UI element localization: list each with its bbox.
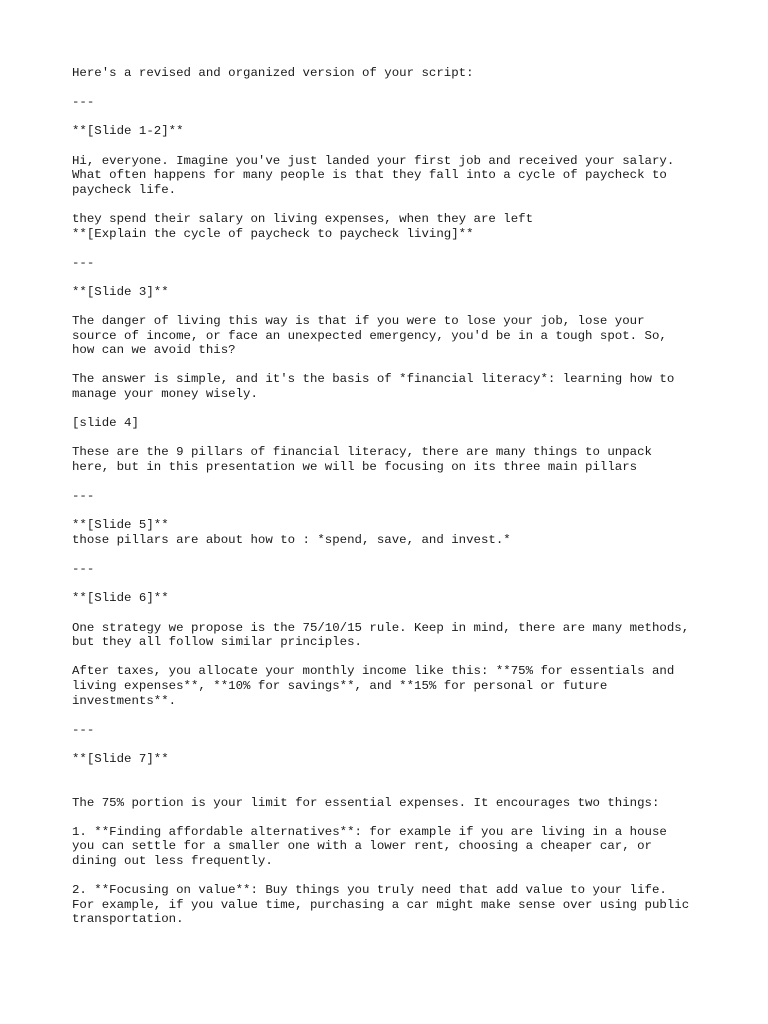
text-line: Here's a revised and organized version of your script:	[72, 66, 474, 80]
text-line: you can settle for a smaller one with a lower rent, choosing a cheaper car, or	[72, 839, 652, 854]
text-line: After taxes, you allocate your monthly income like this: **75% for essentials and	[72, 664, 675, 679]
text-line: **[Slide 6]**	[72, 591, 169, 606]
blank-line	[72, 548, 712, 563]
text-line: The answer is simple, and it's the basis of *financial literacy*: learning how to	[72, 372, 675, 387]
text-line: source of income, or face an unexpected emergency, you'd be in a tough spot. So,	[72, 328, 667, 343]
blank-line	[72, 81, 712, 96]
blank-line	[72, 708, 712, 723]
document-body	[72, 66, 712, 927]
text-line: **[Explain the cycle of paycheck to paycheck living]**	[72, 226, 474, 241]
blank-line	[72, 241, 712, 256]
blank-line	[72, 358, 712, 373]
text-line: **[Slide 7]**	[72, 751, 169, 766]
blank-line	[72, 270, 712, 285]
text-line: ---	[72, 255, 95, 270]
text-line: What often happens for many people is that they fall into a cycle of paycheck to	[72, 168, 667, 183]
text-line: [slide 4]	[72, 416, 139, 431]
text-line: ---	[72, 95, 95, 110]
text-line: those pillars are about how to : *spend, save, and invest.*	[72, 533, 511, 547]
blank-line	[72, 300, 712, 315]
blank-line	[72, 810, 712, 825]
text-line: ---	[72, 562, 95, 577]
blank-line	[72, 606, 712, 621]
text-line: manage your money wisely.	[72, 387, 258, 402]
text-line: transportation.	[72, 912, 184, 927]
blank-line	[72, 781, 712, 796]
blank-line	[72, 139, 712, 154]
text-line: One strategy we propose is the 75/10/15 rule. Keep in mind, there are many methods,	[72, 620, 690, 635]
text-line: paycheck life.	[72, 182, 177, 197]
blank-line	[72, 197, 712, 212]
text-line: 2. **Focusing on value**: Buy things you truly need that add value to your life.	[72, 883, 667, 898]
text-line: The danger of living this way is that if you were to lose your job, lose your	[72, 314, 645, 329]
blank-line	[72, 504, 712, 519]
text-line: **[Slide 5]**	[72, 518, 169, 533]
text-line: ---	[72, 722, 95, 737]
text-line: 1. **Finding affordable alternatives**: for example if you are living in a house	[72, 824, 667, 839]
blank-line	[72, 577, 712, 592]
text-line: The 75% portion is your limit for essential expenses. It encourages two things:	[72, 795, 660, 810]
blank-line	[72, 402, 712, 417]
blank-line	[72, 737, 712, 752]
blank-line	[72, 110, 712, 125]
text-line: how can we avoid this?	[72, 343, 236, 358]
blank-line	[72, 650, 712, 665]
text-line: These are the 9 pillars of financial literacy, there are many things to unpack	[72, 445, 652, 460]
text-line: they spend their salary on living expenses, when they are left	[72, 211, 534, 226]
text-line: here, but in this presentation we will be focusing on its three main pillars	[72, 460, 638, 475]
blank-line	[72, 475, 712, 490]
text-line: **[Slide 3]**	[72, 284, 169, 299]
text-line: but they all follow similar principles.	[72, 635, 362, 650]
text-line: ---	[72, 489, 95, 504]
text-line: living expenses**, **10% for savings**, and **15% for personal or future	[72, 678, 608, 693]
blank-line	[72, 431, 712, 446]
text-line: investments**.	[72, 693, 177, 708]
text-line: dining out less frequently.	[72, 854, 273, 869]
text-line: Hi, everyone. Imagine you've just landed your first job and received your salary.	[72, 153, 675, 168]
blank-line	[72, 869, 712, 884]
blank-line	[72, 767, 712, 782]
text-line: For example, if you value time, purchasing a car might make sense over using public	[72, 897, 690, 912]
text-line: **[Slide 1-2]**	[72, 124, 184, 139]
